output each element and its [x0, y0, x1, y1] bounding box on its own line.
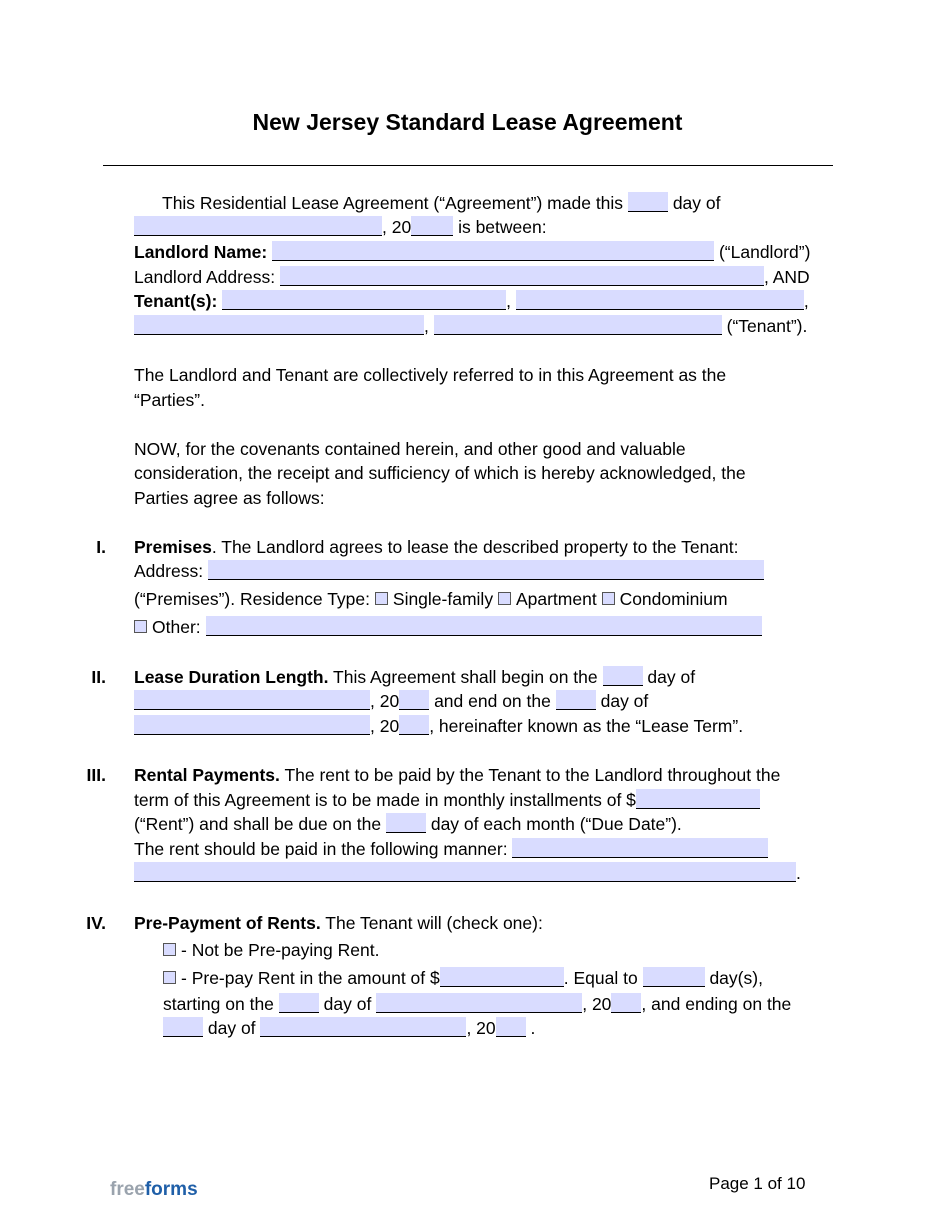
section-4-number: IV. — [86, 913, 106, 933]
apartment-checkbox[interactable] — [498, 592, 511, 605]
now-line-2: consideration, the receipt and sufficiency of which is hereby acknowledged, the — [134, 463, 746, 483]
single-family-checkbox[interactable] — [375, 592, 388, 605]
condominium-checkbox[interactable] — [602, 592, 615, 605]
residence-other-line: Other: — [134, 616, 762, 638]
parties-line-2: “Parties”. — [134, 390, 205, 410]
agreement-year-field[interactable] — [411, 216, 453, 236]
payment-manner-field-2[interactable] — [134, 862, 796, 882]
prepay-checkbox[interactable] — [163, 971, 176, 984]
tenant-2-field[interactable] — [516, 290, 804, 310]
rental-payments-line-5: . — [134, 862, 801, 884]
monthly-rent-field[interactable] — [636, 789, 760, 809]
prepayment-heading-line: Pre-Payment of Rents. The Tenant will (check one): — [134, 913, 543, 933]
prepay-amount-field[interactable] — [440, 967, 564, 987]
tenant-1-field[interactable] — [222, 290, 506, 310]
rental-payments-line-1: Rental Payments. The rent to be paid by the Tenant to the Landlord throughout the — [134, 765, 781, 785]
page-number: Page 1 of 10 — [709, 1174, 806, 1193]
landlord-address-field[interactable] — [280, 266, 764, 286]
landlord-address-line: Landlord Address: , AND — [134, 267, 810, 287]
section-1-number: I. — [96, 537, 106, 557]
now-line-3: Parties agree as follows: — [134, 488, 325, 508]
lease-duration-line-3: , 20 , hereinafter known as the “Lease Term”. — [134, 715, 743, 737]
prepayment-line-3: starting on the day of , 20 , and ending on the — [163, 994, 792, 1014]
intro-line-2: , 20 is between: — [134, 216, 547, 238]
document-title: New Jersey Standard Lease Agreement — [252, 109, 683, 135]
lease-duration-line-2: , 20 and end on the day of — [134, 690, 648, 712]
section-2-number: II. — [91, 667, 106, 687]
now-line-1: NOW, for the covenants contained herein, and other good and valuable — [134, 439, 686, 459]
rental-payments-line-4: The rent should be paid in the following manner: — [134, 838, 768, 860]
lease-start-day-field[interactable] — [603, 666, 643, 686]
lease-end-day-field[interactable] — [556, 690, 596, 710]
lease-duration-line-1: Lease Duration Length. This Agreement shall begin on the day of — [134, 667, 696, 687]
residence-other-field[interactable] — [206, 616, 762, 636]
prepayment-line-4: day of , 20 . — [163, 1017, 535, 1039]
prepay-start-month-field[interactable] — [376, 993, 582, 1013]
rental-payments-line-3: (“Rent”) and shall be due on the day of each month (“Due Date”). — [134, 814, 682, 834]
tenants-line-2: , (“Tenant”). — [134, 315, 807, 337]
tenant-4-field[interactable] — [434, 315, 722, 335]
lease-end-year-field[interactable] — [399, 715, 429, 735]
not-prepaying-checkbox[interactable] — [163, 943, 176, 956]
lease-start-month-field[interactable] — [134, 690, 370, 710]
section-3-number: III. — [86, 765, 106, 785]
parties-line-1: The Landlord and Tenant are collectively referred to in this Agreement as the — [134, 365, 727, 385]
lease-end-month-field[interactable] — [134, 715, 370, 735]
tenants-line-1: Tenant(s): , , — [134, 291, 809, 311]
prepay-end-day-field[interactable] — [163, 1017, 203, 1037]
agreement-day-field[interactable] — [628, 192, 668, 212]
payment-manner-field-1[interactable] — [512, 838, 768, 858]
premises-address-field[interactable] — [208, 560, 764, 580]
rental-payments-line-2: term of this Agreement is to be made in monthly installments of $ — [134, 789, 760, 811]
landlord-name-field[interactable] — [272, 241, 714, 261]
prepay-start-day-field[interactable] — [279, 993, 319, 1013]
lease-start-year-field[interactable] — [399, 690, 429, 710]
rent-due-day-field[interactable] — [386, 813, 426, 833]
landlord-name-line: Landlord Name: (“Landlord”) — [134, 242, 811, 262]
other-checkbox[interactable] — [134, 620, 147, 633]
freeforms-logo: freeforms — [110, 1179, 198, 1200]
prepayment-option-1: - Not be Pre-paying Rent. — [163, 939, 379, 961]
tenant-3-field[interactable] — [134, 315, 424, 335]
prepay-days-field[interactable] — [643, 967, 705, 987]
intro-line-1: This Residential Lease Agreement (“Agreement”) made this day of — [162, 193, 721, 213]
section-1-heading-line: Premises. The Landlord agrees to lease the described property to the Tenant: — [134, 537, 739, 557]
residence-type-line: (“Premises”). Residence Type: Single-family Apartment Condominium — [134, 589, 728, 609]
title-divider — [103, 165, 833, 166]
premises-address-line: Address: — [134, 560, 764, 582]
prepay-start-year-field[interactable] — [611, 993, 641, 1013]
prepay-end-year-field[interactable] — [496, 1017, 526, 1037]
prepayment-option-2: - Pre-pay Rent in the amount of $ . Equal to day(s), — [163, 967, 763, 989]
prepay-end-month-field[interactable] — [260, 1017, 466, 1037]
agreement-month-field[interactable] — [134, 216, 382, 236]
